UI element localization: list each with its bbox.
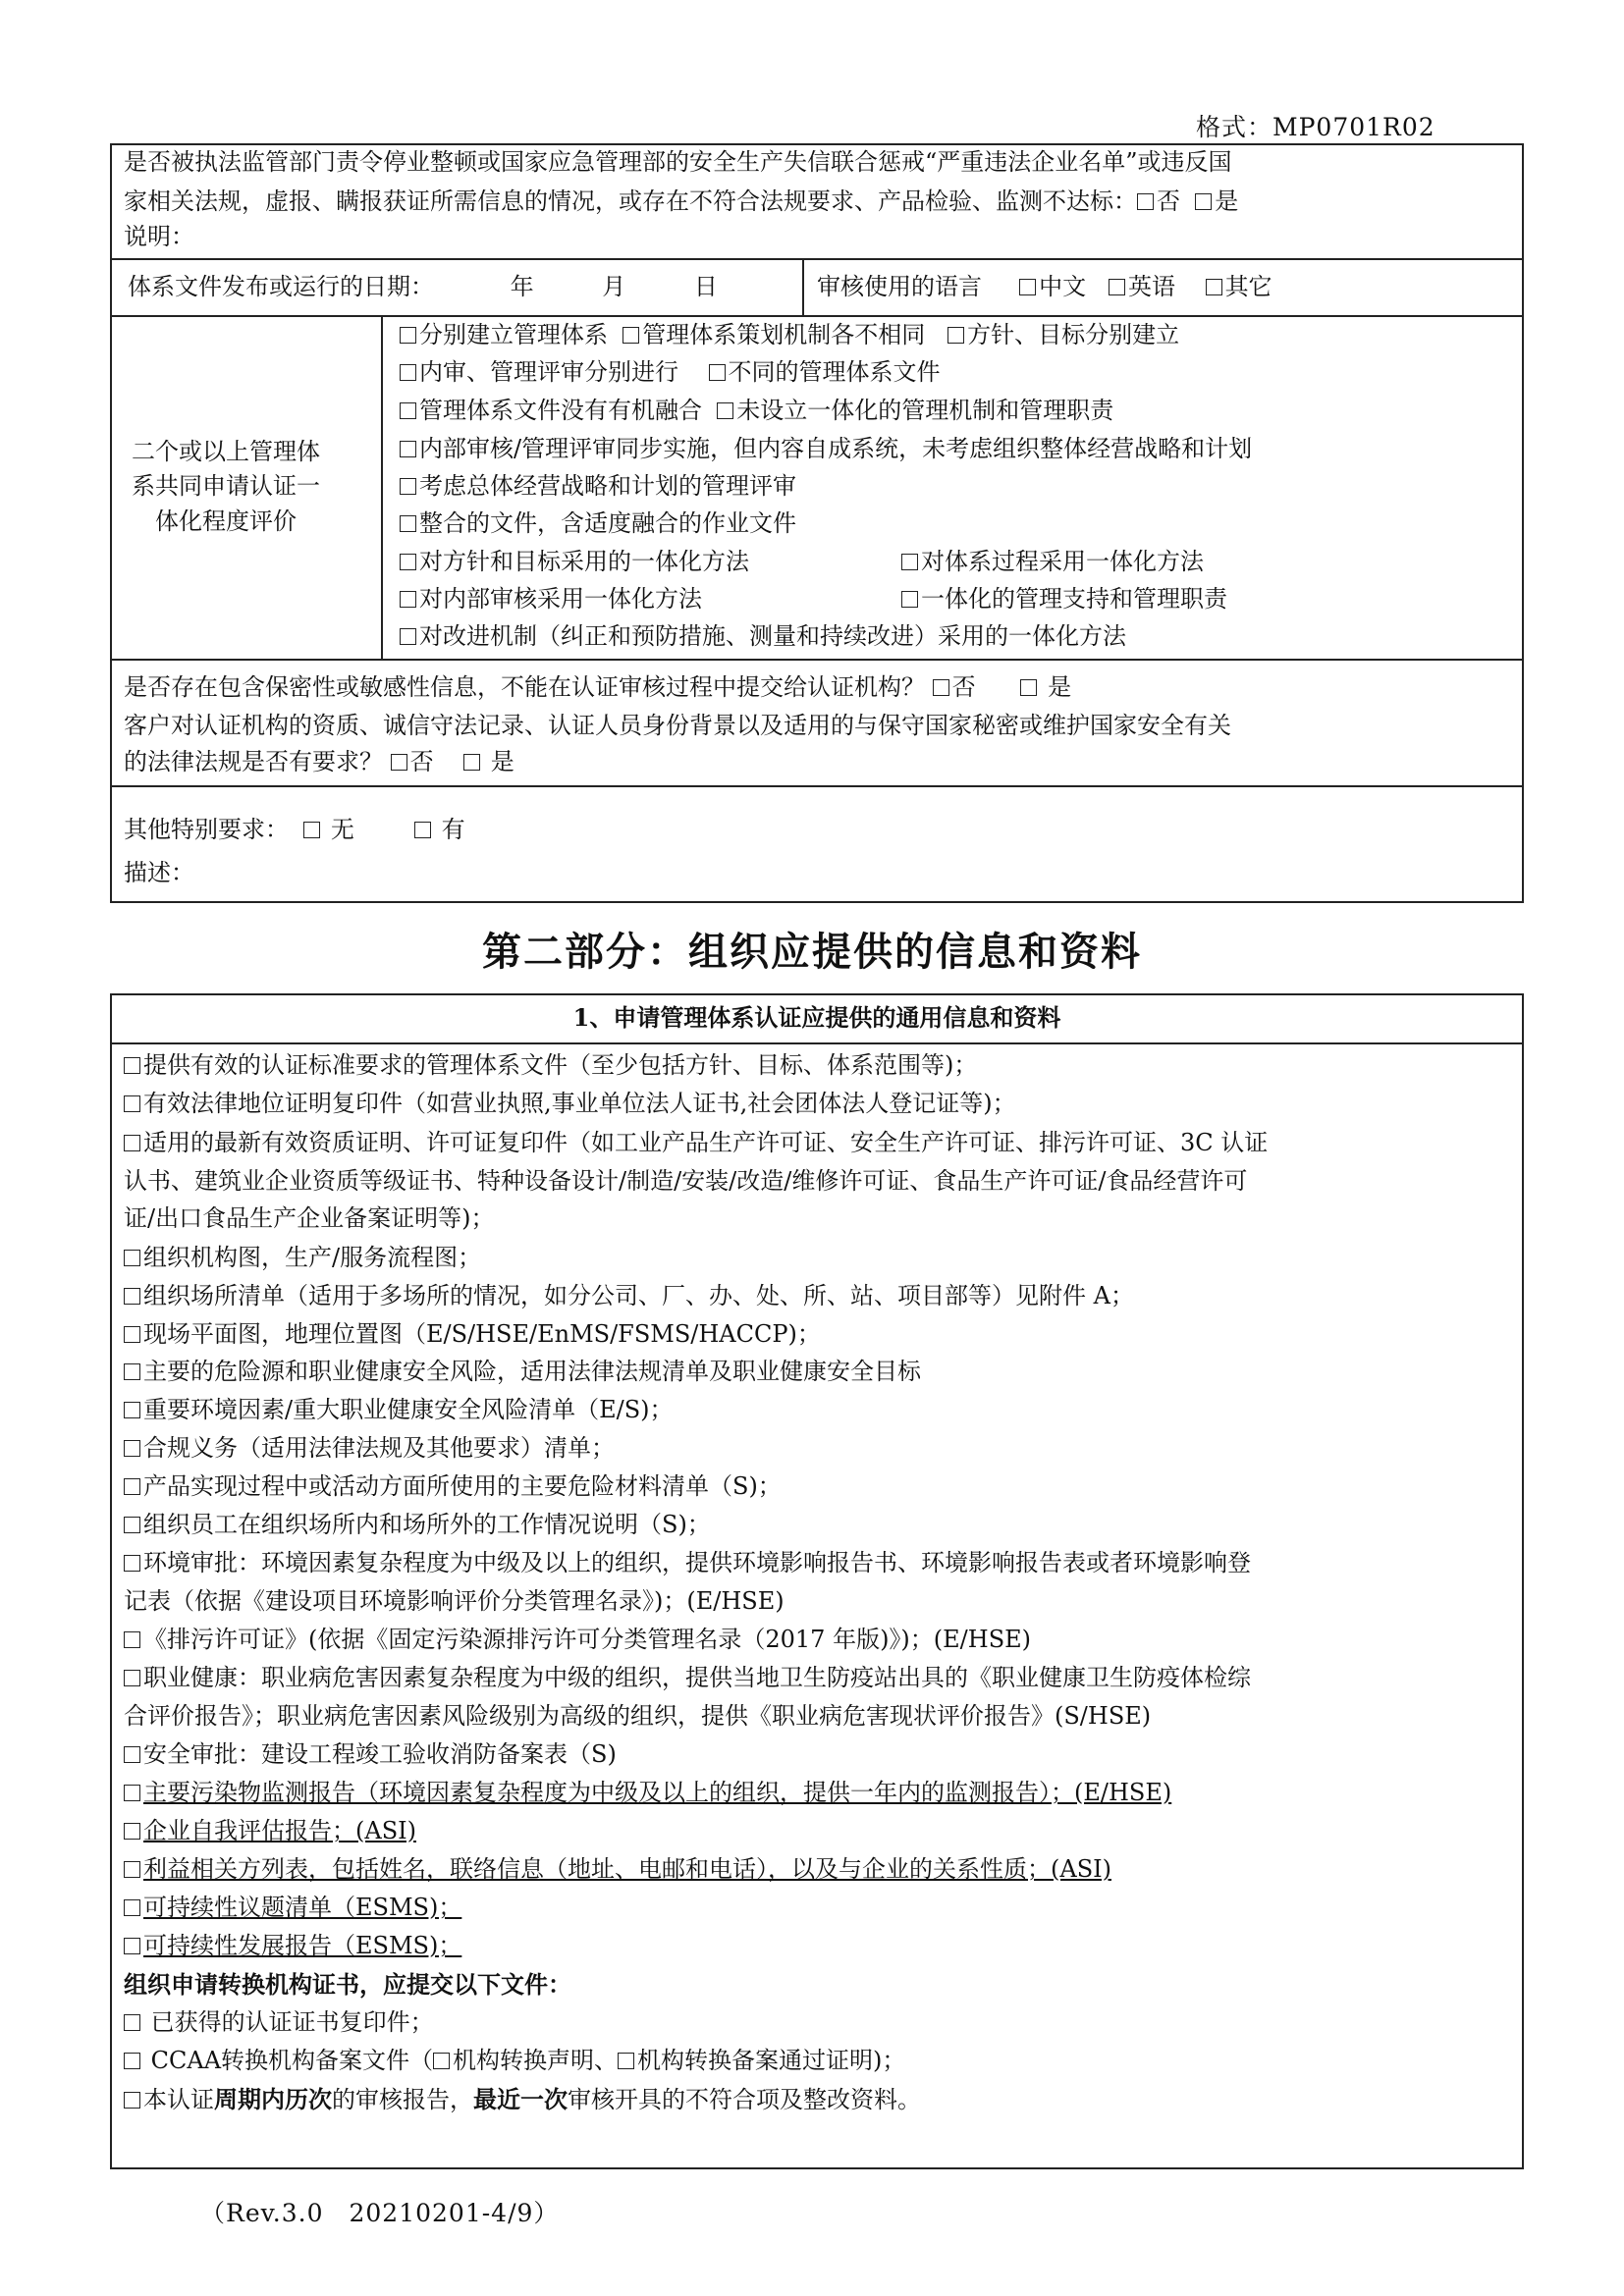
integration-row-5 [400, 469, 796, 503]
penalty-line2-text: 家相关法规，虚报、瞒报获证所需信息的情况，或存在不符合法规要求、产品检验、监测不达标： [124, 187, 1137, 215]
penalty-explain-label: 说明： [124, 223, 194, 250]
confidential-q1-yes-checkbox[interactable] [1020, 679, 1037, 696]
item-checkbox[interactable] [124, 1288, 140, 1305]
part2-title: 第二部分：组织应提供的信息和资料 [482, 929, 1142, 975]
list-item [124, 1468, 782, 1506]
item-text: 组织员工在组织场所内和场所外的工作情况说明（S)； [143, 1511, 711, 1538]
item-text: 职业健康：职业病危害因素复杂程度为中级的组织，提供当地卫生防疫站出具的《职业健康卫生防疫体检综 [143, 1664, 1251, 1691]
year-label: 年 [510, 273, 534, 300]
list-item [124, 1046, 977, 1085]
item-checkbox[interactable] [124, 1938, 140, 1954]
transfer-item-text: 机构转换声明、 [453, 2047, 619, 2074]
transfer-item-text: CCAA转换机构备案文件（ [150, 2047, 434, 2074]
list-item [124, 1277, 1134, 1315]
integration-row-4 [400, 432, 1252, 465]
item-checkbox[interactable] [124, 1402, 140, 1418]
integration-option: 内部审核/管理评审同步实施，但内容自成系统，未考虑组织整体经营战略和计划 [419, 435, 1253, 462]
integration-row-2 [400, 355, 941, 389]
list-item-continued: 认书、建筑业企业资质等级证书、特种设备设计/制造/安装/改造/维修许可证、食品生产许可证/食品经营许可 [124, 1167, 1248, 1195]
item-text: 产品实现过程中或活动方面所使用的主要危险材料清单（S)； [143, 1472, 782, 1500]
integration-checkbox[interactable] [400, 441, 416, 457]
penalty-no-label: 否 [1157, 187, 1180, 215]
other-none-label: 无 [330, 816, 354, 843]
integration-option: 整合的文件，含适度融合的作业文件 [419, 509, 796, 537]
penalty-yes-checkbox[interactable] [1195, 193, 1212, 210]
penalty-no-checkbox[interactable] [1137, 193, 1154, 210]
document-list-heading: 1、申请管理体系认证应提供的通用信息和资料 [572, 1003, 1061, 1032]
item-checkbox[interactable] [124, 1670, 140, 1686]
item-text: 重要环境因素/重大职业健康安全风险清单（E/S)； [143, 1396, 674, 1423]
item-text: 可持续性议题清单（ESMS)； [143, 1894, 462, 1921]
item-text: 《排污许可证》(依据《固定污染源排污许可分类管理名录（2017 年版)》)；(E/HSE) [143, 1626, 1032, 1653]
item-text: 组织机构图，生产/服务流程图； [143, 1244, 482, 1271]
list-item [124, 1812, 416, 1850]
item-checkbox[interactable] [124, 1057, 140, 1074]
lang-other-checkbox[interactable] [1206, 279, 1222, 295]
page-footer: （Rev.3.0 20210201-4/9） [200, 2199, 560, 2227]
integration-checkbox[interactable] [400, 591, 416, 608]
list-item [124, 1353, 921, 1391]
item-checkbox[interactable] [124, 1823, 140, 1840]
list-item [124, 1659, 1251, 1697]
integration-checkbox[interactable] [400, 478, 416, 495]
integration-option: 不同的管理体系文件 [728, 358, 941, 386]
other-yes-label: 有 [441, 816, 465, 843]
integration-label-3: 体化程度评价 [155, 507, 297, 535]
transfer-sub-checkbox[interactable] [433, 2053, 450, 2069]
list-item-continued: 证/出口食品生产企业备案证明等)； [124, 1204, 495, 1232]
list-item [124, 1391, 674, 1429]
item-checkbox[interactable] [124, 1631, 140, 1648]
other-none-checkbox[interactable] [303, 822, 320, 838]
item-checkbox[interactable] [124, 1363, 140, 1380]
item-checkbox[interactable] [124, 1095, 140, 1112]
transfer-item [124, 2042, 905, 2080]
item-checkbox[interactable] [124, 1861, 140, 1878]
integration-label-2: 系共同申请认证一 [132, 472, 320, 500]
list-item-continued: 记表（依据《建设项目环境影响评价分类管理名录》)；(E/HSE) [124, 1587, 785, 1615]
transfer-item-text: 已获得的认证证书复印件； [150, 2008, 434, 2036]
integration-option: 对改进机制（纠正和预防措施、测量和持续改进）采用的一体化方法 [419, 622, 1126, 650]
integration-option: 考虑总体经营战略和计划的管理评审 [419, 472, 796, 500]
list-item-continued: 合评价报告》；职业病危害因素风险级别为高级的组织，提供《职业病危害现状评价报告》(S/HSE) [124, 1702, 1152, 1730]
confidential-q1-yes-label: 是 [1048, 673, 1072, 701]
integration-row-3 [400, 394, 1113, 427]
transfer-item-text: 审核开具的不符合项及整改资料。 [568, 2086, 921, 2113]
integration-row-7 [400, 545, 749, 578]
item-text: 现场平面图，地理位置图（E/S/HSE/EnMS/FSMS/HACCP)； [143, 1320, 821, 1348]
item-checkbox[interactable] [124, 1326, 140, 1343]
lang-chinese-checkbox[interactable] [1019, 279, 1036, 295]
transfer-checkbox[interactable] [124, 2092, 140, 2109]
integration-checkbox[interactable] [947, 327, 964, 344]
day-label: 日 [693, 273, 718, 300]
transfer-checkbox[interactable] [124, 2014, 140, 2031]
penalty-yes-label: 是 [1215, 187, 1239, 215]
item-text: 主要的危险源和职业健康安全风险，适用法律法规清单及职业健康安全目标 [143, 1358, 921, 1385]
list-item [124, 1085, 1016, 1123]
item-text: 可持续性发展报告（ESMS)； [143, 1932, 462, 1959]
integration-option: 一体化的管理支持和管理职责 [921, 585, 1227, 613]
item-checkbox[interactable] [124, 1555, 140, 1572]
item-text: 安全审批：建设工程竣工验收消防备案表（S) [143, 1740, 617, 1768]
list-item [124, 1506, 711, 1544]
integration-row-6 [400, 507, 796, 540]
integration-option: 方针、目标分别建立 [967, 321, 1180, 348]
form-code: 格式：MP0701R02 [1196, 113, 1435, 141]
list-item [124, 1889, 461, 1927]
integration-checkbox[interactable] [400, 327, 416, 344]
confidential-q1-no-checkbox[interactable] [933, 679, 949, 696]
list-item [124, 1735, 617, 1774]
confidential-q2-line1: 客户对认证机构的资质、诚信守法记录、认证人员身份背景以及适用的与保守国家秘密或维护国家安全有关 [124, 712, 1231, 739]
list-item [124, 1774, 1171, 1812]
transfer-item [124, 2080, 921, 2119]
integration-checkbox[interactable] [709, 364, 726, 381]
item-text: 组织场所清单（适用于多场所的情况，如分公司、厂、办、处、所、站、项目部等）见附件 A； [143, 1282, 1134, 1309]
list-item [124, 1621, 1031, 1659]
item-text: 有效法律地位证明复印件（如营业执照,事业单位法人证书,社会团体法人登记证等)； [143, 1090, 1016, 1117]
integration-row-8b [901, 582, 1227, 615]
transfer-item-text: 的审核报告， [332, 2086, 473, 2113]
integration-checkbox[interactable] [623, 327, 639, 344]
integration-checkbox[interactable] [901, 554, 918, 570]
item-text: 企业自我评估报告；(ASI) [143, 1817, 416, 1844]
list-item [124, 1124, 1268, 1162]
list-item [124, 1544, 1251, 1582]
integration-label-1: 二个或以上管理体 [132, 438, 320, 465]
list-item [124, 1850, 1111, 1889]
item-checkbox[interactable] [124, 1517, 140, 1533]
item-checkbox[interactable] [124, 1250, 140, 1266]
penalty-line1: 是否被执法监管部门责令停业整顿或国家应急管理部的安全生产失信联合惩戒“严重违法企业名单”或违反国 [124, 148, 1232, 176]
integration-row-9 [400, 619, 1126, 653]
integration-option: 管理体系文件没有有机融合 [419, 397, 702, 424]
confidential-q1-text: 是否存在包含保密性或敏感性信息，不能在认证审核过程中提交给认证机构？ [124, 673, 925, 701]
item-text: 合规义务（适用法律法规及其他要求）清单； [143, 1434, 615, 1462]
audit-language-row [817, 270, 1272, 303]
transfer-sub-checkbox[interactable] [618, 2053, 634, 2069]
confidential-q1 [124, 670, 1071, 704]
transfer-item-text: 本认证 [143, 2086, 214, 2113]
list-item [124, 1315, 821, 1354]
audit-language-label: 审核使用的语言 [817, 273, 982, 300]
list-item [124, 1927, 461, 1965]
item-checkbox[interactable] [124, 1135, 140, 1151]
transfer-item-emphasis: 周期内历次 [214, 2085, 332, 2113]
integration-option: 未设立一体化的管理机制和管理职责 [736, 397, 1114, 424]
transfer-item-text: 机构转换备案通过证明)； [637, 2047, 906, 2074]
integration-checkbox[interactable] [400, 364, 416, 381]
integration-option: 对体系过程采用一体化方法 [921, 548, 1204, 575]
integration-option: 对方针和目标采用的一体化方法 [419, 548, 749, 575]
item-checkbox[interactable] [124, 1785, 140, 1801]
lang-english-checkbox[interactable] [1109, 279, 1125, 295]
transfer-heading: 组织申请转换机构证书，应提交以下文件： [124, 1970, 571, 1999]
item-checkbox[interactable] [124, 1440, 140, 1457]
integration-option: 对内部审核采用一体化方法 [419, 585, 702, 613]
integration-option: 管理体系策划机制各不相同 [642, 321, 926, 348]
integration-checkbox[interactable] [901, 591, 918, 608]
release-date-label: 体系文件发布或运行的日期： [128, 273, 434, 300]
other-description-label: 描述： [124, 859, 194, 886]
other-requirements-row [124, 813, 465, 846]
release-date-row [128, 270, 718, 303]
confidential-q2-yes-label: 是 [490, 748, 514, 775]
other-requirements-label: 其他特别要求： [124, 816, 289, 843]
item-text: 适用的最新有效资质证明、许可证复印件（如工业产品生产许可证、安全生产许可证、排污许可证、3C 认证 [143, 1129, 1269, 1156]
integration-checkbox[interactable] [400, 628, 416, 645]
lang-chinese-label: 中文 [1039, 273, 1087, 300]
item-checkbox[interactable] [124, 1746, 140, 1763]
item-text: 环境审批：环境因素复杂程度为中级及以上的组织，提供环境影响报告书、环境影响报告表或者环境影响登 [143, 1549, 1251, 1576]
integration-checkbox[interactable] [400, 402, 416, 419]
transfer-item-emphasis: 最近一次 [473, 2085, 568, 2113]
confidential-q2-no-checkbox[interactable] [391, 754, 407, 771]
item-text: 主要污染物监测报告（环境因素复杂程度为中级及以上的组织，提供一年内的监测报告）；(E/HSE) [143, 1779, 1172, 1806]
other-yes-checkbox[interactable] [414, 822, 431, 838]
integration-row-7b [901, 545, 1204, 578]
confidential-q2-text: 的法律法规是否有要求？ [124, 748, 383, 775]
integration-checkbox[interactable] [717, 402, 733, 419]
integration-option: 内审、管理评审分别进行 [419, 358, 678, 386]
integration-row-8 [400, 582, 702, 615]
lang-other-label: 其它 [1224, 273, 1272, 300]
confidential-q2-no-label: 否 [409, 748, 434, 775]
item-text: 提供有效的认证标准要求的管理体系文件（至少包括方针、目标、体系范围等)； [143, 1051, 978, 1079]
confidential-q1-no-label: 否 [951, 673, 976, 701]
list-item [124, 1239, 481, 1277]
list-item [124, 1429, 615, 1468]
integration-option: 分别建立管理体系 [419, 321, 608, 348]
transfer-checkbox[interactable] [124, 2053, 140, 2069]
integration-checkbox[interactable] [400, 554, 416, 570]
month-label: 月 [602, 273, 626, 300]
integration-row-1 [400, 318, 1179, 351]
confidential-q2-line2 [124, 745, 514, 778]
confidential-q2-yes-checkbox[interactable] [463, 754, 480, 771]
item-text: 利益相关方列表，包括姓名，联络信息（地址、电邮和电话），以及与企业的关系性质；(ASI) [143, 1855, 1111, 1883]
item-checkbox[interactable] [124, 1478, 140, 1495]
lang-english-label: 英语 [1128, 273, 1176, 300]
integration-checkbox[interactable] [400, 515, 416, 532]
penalty-line2 [124, 185, 1238, 218]
transfer-item [124, 2003, 434, 2042]
item-checkbox[interactable] [124, 1899, 140, 1916]
